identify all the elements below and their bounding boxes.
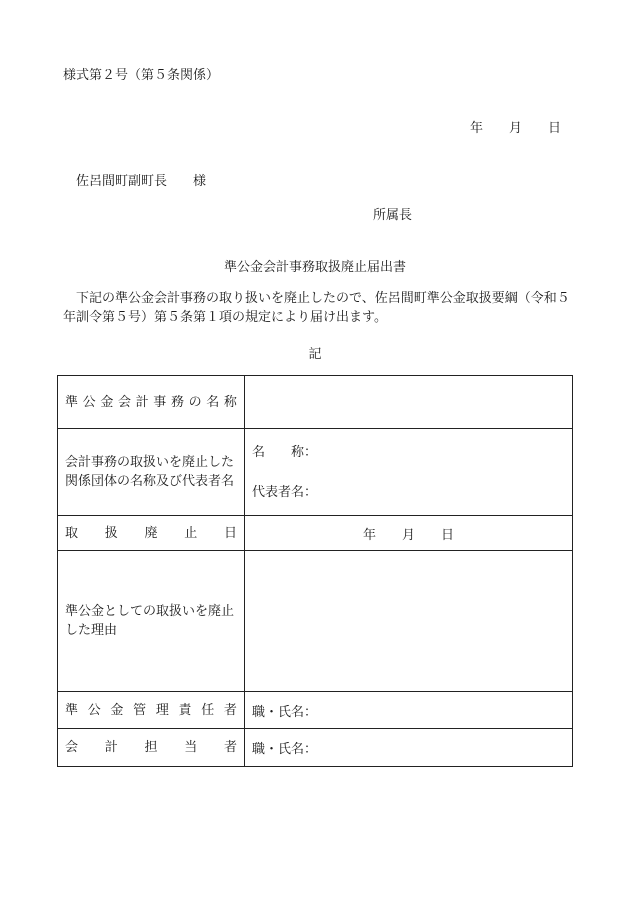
ki-heading: 記 (308, 347, 322, 362)
form-number: 様式第２号（第５条関係） (63, 68, 220, 83)
document-title: 準公金会計事務取扱廃止届出書 (223, 260, 406, 275)
label-reason: 準公金としての取扱いを廃止した理由 (58, 551, 245, 692)
date-day: 日 (548, 121, 562, 136)
label-char: 会 (65, 740, 79, 755)
label-organization: 会計事務の取扱いを廃止した関係団体の名称及び代表者名 (58, 429, 245, 516)
recipient-honorific: 様 (193, 174, 207, 189)
label-char: 金 (100, 394, 114, 410)
label-manager (58, 692, 245, 729)
fund-name-field[interactable] (245, 376, 573, 429)
label-char: 廃 (144, 525, 158, 541)
recipient (76, 170, 206, 189)
label-char: 担 (144, 740, 158, 755)
organization-field[interactable] (245, 429, 573, 516)
label-char: 当 (184, 740, 198, 755)
table-row (58, 729, 573, 767)
manager-value-label: 職・氏名： (252, 704, 318, 720)
label-char: 称 (223, 394, 237, 410)
label-char: 任 (201, 702, 215, 718)
lbl3-chars (65, 524, 237, 543)
records-table (57, 375, 573, 767)
date-month: 月 (509, 121, 523, 136)
label-char: 事 (153, 394, 167, 410)
label-char: 会 (117, 394, 131, 410)
label-char: 者 (223, 702, 237, 718)
label-char: 計 (104, 740, 118, 755)
accountant-value-label: 職・氏名： (252, 742, 318, 757)
date-year: 年 (470, 121, 484, 136)
label-char: 管 (133, 702, 147, 718)
submission-date (470, 117, 561, 136)
label-char: の (188, 394, 202, 410)
org-name-label: 名 称： (252, 444, 318, 460)
label-char: 責 (178, 702, 192, 718)
label-char: 金 (110, 702, 124, 718)
label-abolition-date (58, 516, 245, 551)
table-row (58, 516, 573, 551)
table-row (58, 551, 573, 692)
body-text: 下記の準公金会計事務の取り扱いを廃止したので、佐呂間町準公金取扱要綱（令和５年訓令第５号）第５条第１項の規定により届け出ます。 (63, 291, 570, 325)
abolition-day: 日 (441, 527, 455, 543)
label-fund-name (58, 376, 245, 429)
label-char: 理 (155, 702, 169, 718)
label-char: 務 (170, 394, 184, 410)
label-char: 準 (65, 394, 79, 410)
label-char: 計 (135, 394, 149, 410)
recipient-name: 佐呂間町副町長 (76, 174, 168, 189)
abolition-year: 年 (362, 527, 376, 543)
lbl5-chars (65, 701, 237, 720)
label-char: 扱 (104, 525, 118, 541)
abolition-date-field[interactable] (245, 516, 573, 551)
reason-field[interactable] (245, 551, 573, 692)
table-row (58, 692, 573, 729)
label-char: 者 (223, 740, 237, 755)
affiliation-head: 所属長 (373, 208, 413, 223)
abolition-month: 月 (401, 527, 415, 543)
label-accountant (58, 729, 245, 767)
label-char: 名 (206, 394, 220, 410)
label-char: 日 (223, 525, 237, 541)
representative-label: 代表者名： (252, 484, 318, 500)
lbl1-chars (65, 393, 237, 412)
lbl6-chars (65, 738, 237, 757)
label-char: 取 (65, 525, 79, 541)
label-char: 公 (82, 394, 96, 410)
label-char: 準 (65, 702, 79, 718)
table-row (58, 376, 573, 429)
manager-field[interactable] (245, 692, 573, 729)
label-char: 止 (184, 525, 198, 541)
accountant-field[interactable] (245, 729, 573, 767)
table-row (58, 429, 573, 516)
label-char: 公 (87, 702, 101, 718)
